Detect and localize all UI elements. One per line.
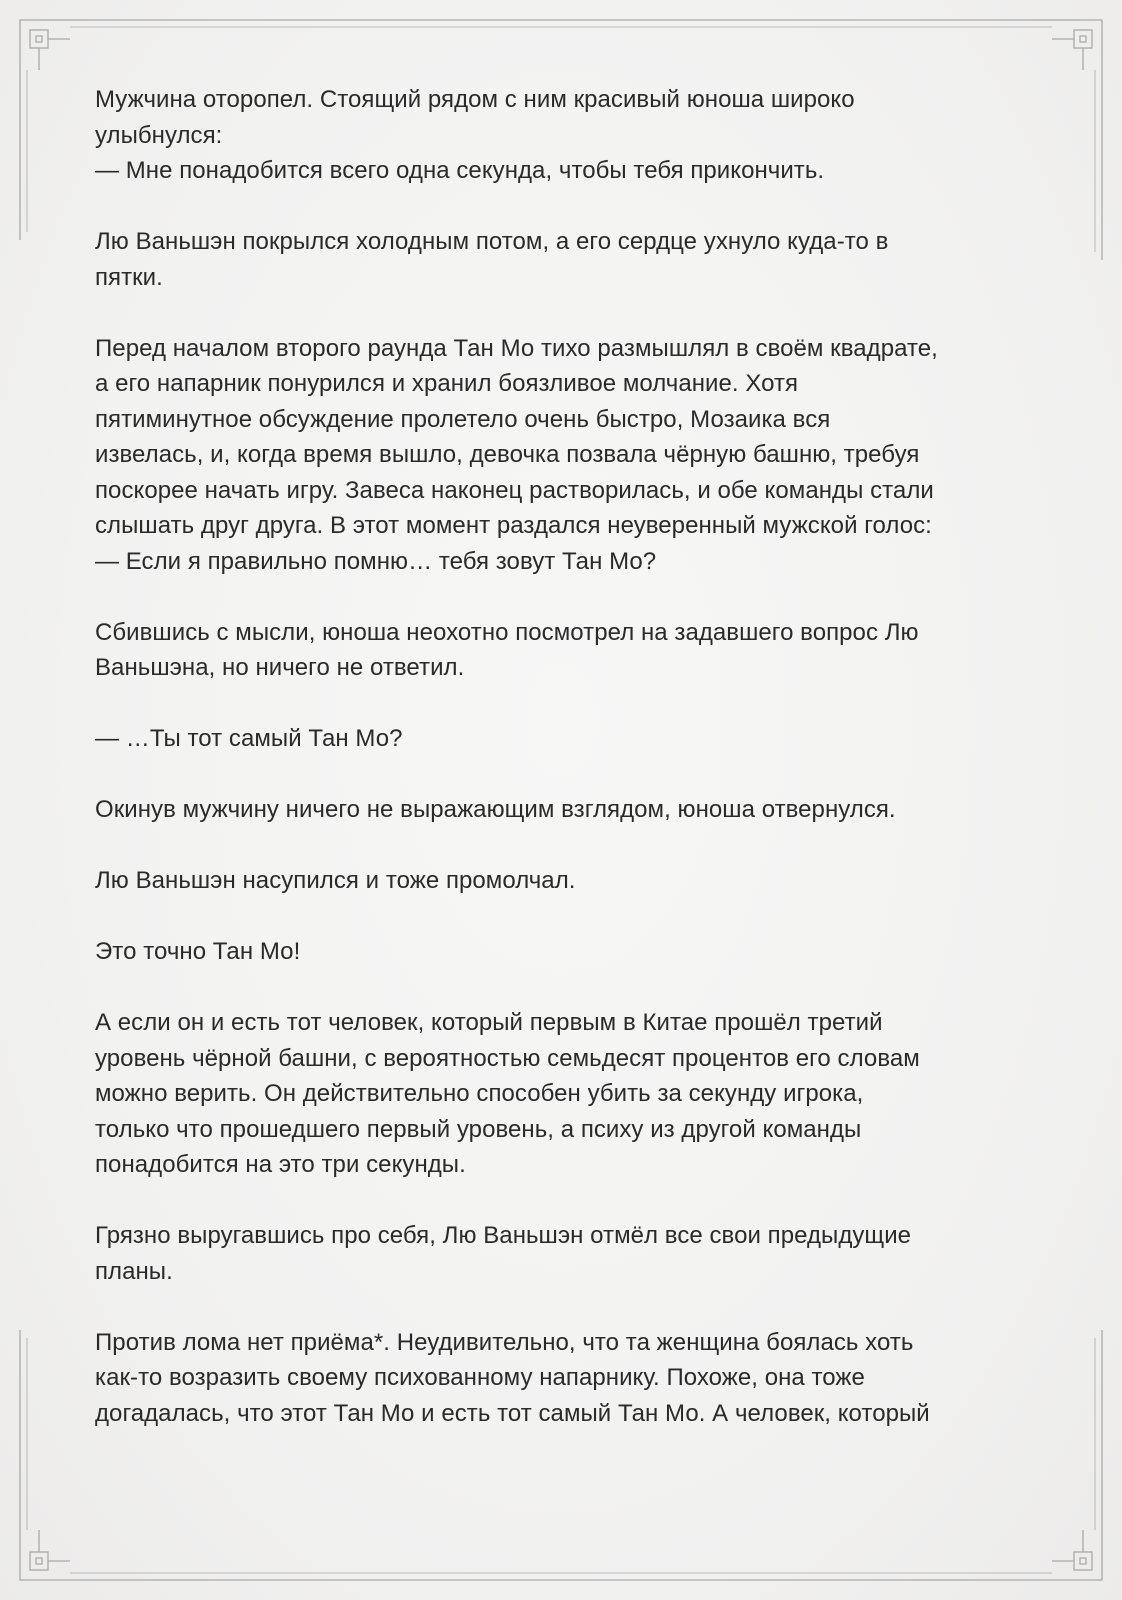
paragraph: Мужчина оторопел. Стоящий рядом с ним красивый юноша широко улыбнулся: — Мне понадобится всего одна секунда, чтобы тебя прикончить. bbox=[95, 86, 855, 184]
paragraph: Лю Ваньшэн покрылся холодным потом, а его сердце ухнуло куда-то в пятки. bbox=[95, 228, 889, 291]
paragraph: Это точно Тан Мо! bbox=[95, 938, 301, 965]
paragraph: Сбившись с мысли, юноша неохотно посмотрел на задавшего вопрос Лю Ваньшэна, но ничего не ответил. bbox=[95, 618, 919, 681]
paragraph: Грязно выругавшись про себя, Лю Ваньшэн отмёл все свои предыдущие планы. bbox=[95, 1222, 912, 1285]
paragraph: — …Ты тот самый Тан Мо? bbox=[95, 725, 403, 752]
paragraph: А если он и есть тот человек, который первым в Китае прошёл третий уровень чёрной башни, с вероятностью семьдесят процентов его словам можно верить. Он действительно способен убить за секунду игрока, только что прошедшего первый уровень, а психу из другой команды понадобится на это три секунды. bbox=[95, 1009, 920, 1178]
paragraph: Перед началом второго раунда Тан Мо тихо размышлял в своём квадрате, а его напарник понурился и хранил боязливое молчание. Хотя пятиминутное обсуждение пролетело очень быстро, Мозаика вся извелась, и, когда время вышло, девочка позвала чёрную башню, требуя поскорее начать игру. Завеса наконец растворилась, и обе команды стали слышать друг друга. В этот момент раздался неуверенный мужской голос: — Если я правильно помню… тебя зовут Тан Мо? bbox=[95, 334, 938, 575]
paragraph: Окинув мужчину ничего не выражающим взглядом, юноша отвернулся. bbox=[95, 796, 896, 823]
paragraph: Лю Ваньшэн насупился и тоже промолчал. bbox=[95, 867, 576, 894]
paragraph: Против лома нет приёма*. Неудивительно, что та женщина боялась хоть как-то возразить своему психованному напарнику. Похоже, она тоже догадалась, что этот Тан Мо и есть тот самый Тан Мо. А человек, который bbox=[95, 1328, 930, 1427]
chapter-text bbox=[95, 82, 1035, 1431]
